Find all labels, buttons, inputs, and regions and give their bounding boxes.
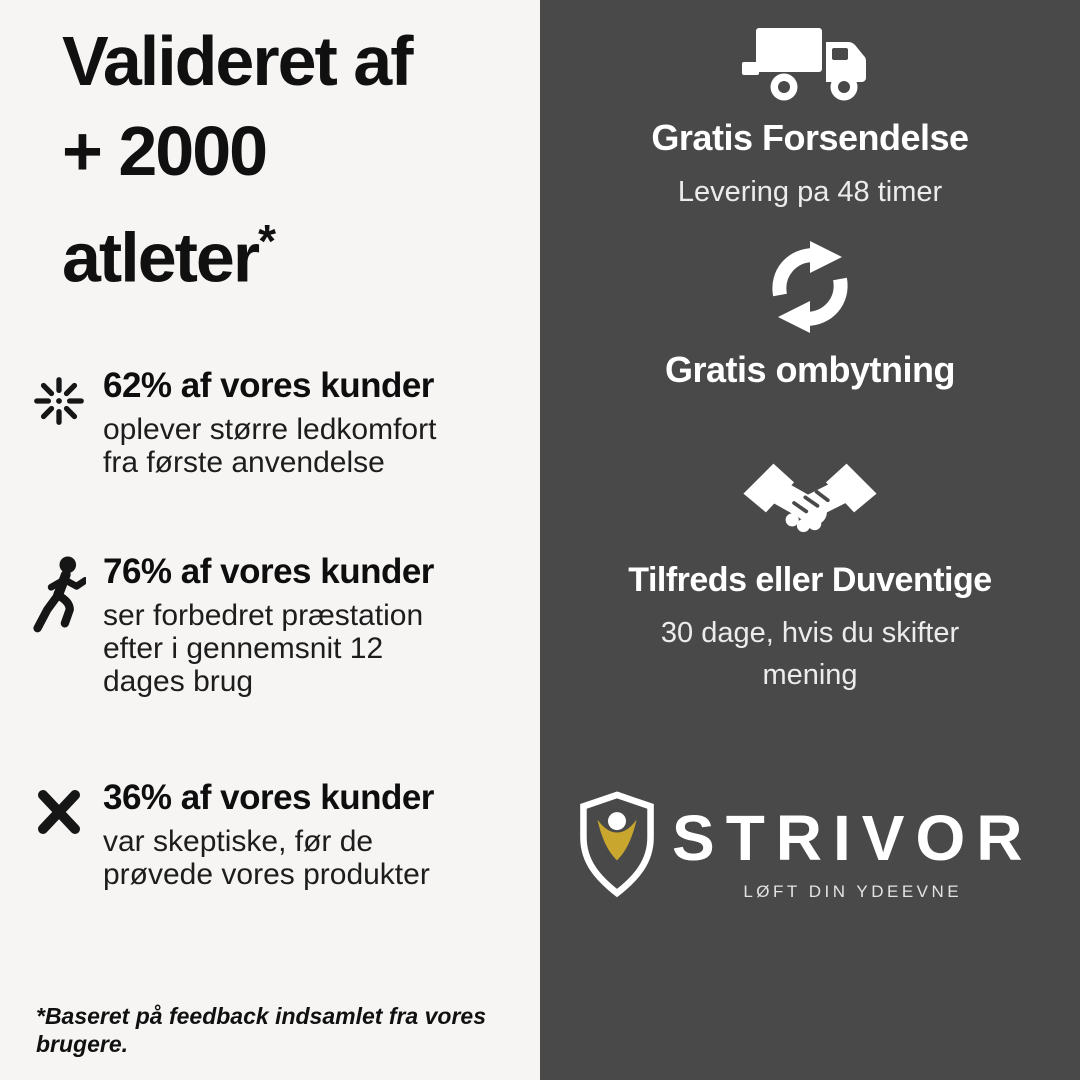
right-panel	[540, 0, 1080, 1080]
feature-title: Tilfreds eller Duventige	[628, 561, 992, 599]
stat-joint-comfort	[30, 366, 516, 479]
brand-tagline: LØFT DIN YDEEVNE	[743, 882, 963, 901]
runner-icon	[30, 552, 88, 698]
stat-headline: 36% af vores kunder	[103, 778, 434, 817]
logo-text	[672, 802, 1034, 902]
feature-title: Gratis ombytning	[664, 349, 956, 390]
asterisk-mark: *	[258, 215, 277, 267]
truck-icon	[740, 26, 880, 109]
brand-logo	[576, 790, 1033, 903]
feature-subtitle: Levering pa 48 timer	[677, 176, 943, 208]
title-line-2: + 2000	[62, 112, 267, 190]
feature-free-shipping	[540, 26, 1080, 213]
feature-free-exchange	[540, 238, 1080, 391]
feature-subtitle: 30 dage, hvis du skifter mening	[660, 617, 960, 691]
brand-name: STRIVOR	[672, 802, 1034, 874]
stat-headline: 76% af vores kunder	[103, 552, 434, 591]
stat-text	[103, 778, 455, 891]
feature-title: Gratis Forsendelse	[651, 117, 969, 158]
title-line-3: atleter*	[62, 215, 277, 297]
stat-skeptical	[30, 778, 516, 891]
title-line-1: Valideret af	[62, 22, 412, 100]
stat-body: oplever større ledkomfort fra første anvendelse	[103, 413, 437, 479]
stat-body: ser forbedret præstation efter i gennemsnit 12 dages brug	[103, 599, 424, 698]
handshake-icon	[735, 458, 885, 553]
footnote: *Baseret på feedback indsamlet fra vores brugere.	[36, 1003, 486, 1057]
stat-performance	[30, 552, 516, 698]
refresh-icon	[766, 238, 854, 341]
x-icon	[30, 778, 88, 891]
stat-text	[103, 366, 455, 479]
starburst-icon	[30, 366, 88, 479]
stat-body: var skeptiske, før de prøvede vores produkter	[103, 825, 430, 891]
shield-icon	[576, 790, 658, 903]
stat-text	[103, 552, 455, 698]
stat-headline: 62% af vores kunder	[103, 366, 434, 405]
page-title	[62, 16, 412, 302]
feature-satisfaction	[540, 458, 1080, 696]
